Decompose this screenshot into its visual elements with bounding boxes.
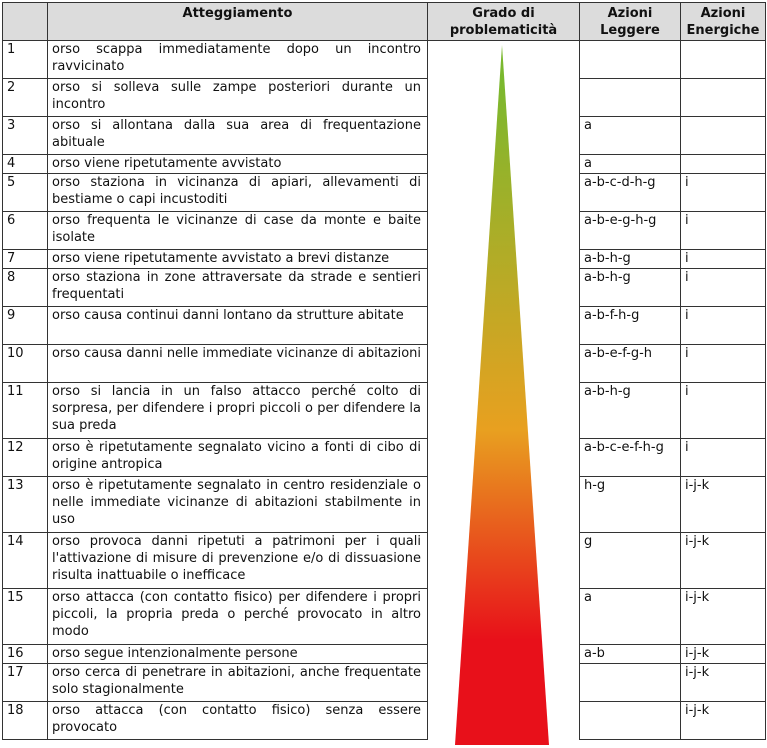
attitude-text: orso si solleva sulle zampe posteriori durante un incontro — [48, 79, 428, 117]
attitude-text: orso è ripetutamente segnalato vicino a fonti di cibo di origine antropica — [48, 439, 428, 477]
energetic-actions — [681, 41, 766, 79]
grade-cell — [428, 79, 580, 117]
light-actions: a-b — [580, 645, 681, 664]
table-row — [3, 664, 766, 702]
table-row — [3, 269, 766, 307]
energetic-actions: i — [681, 307, 766, 345]
table-header-row — [3, 3, 766, 41]
table-row — [3, 174, 766, 212]
table-row — [3, 117, 766, 155]
attitude-text: orso attacca (con contatto fisico) per difendere i propri piccoli, la propria preda o perché provocato in altro modo — [48, 589, 428, 645]
light-actions: g — [580, 533, 681, 589]
energetic-actions: i — [681, 383, 766, 439]
row-number: 8 — [3, 269, 48, 307]
table-row — [3, 41, 766, 79]
light-actions: a-b-h-g — [580, 383, 681, 439]
grade-cell — [428, 589, 580, 645]
attitude-text: orso si lancia in un falso attacco perché colto di sorpresa, per difendere i propri piccoli o per difendere la sua preda — [48, 383, 428, 439]
attitude-text: orso causa continui danni lontano da strutture abitate — [48, 307, 428, 345]
energetic-actions — [681, 155, 766, 174]
light-actions: a-b-c-e-f-h-g — [580, 439, 681, 477]
attitude-text: orso segue intenzionalmente persone — [48, 645, 428, 664]
grade-cell — [428, 477, 580, 533]
light-actions: a — [580, 155, 681, 174]
energetic-actions — [681, 117, 766, 155]
grade-cell — [428, 533, 580, 589]
light-actions — [580, 79, 681, 117]
light-actions: a-b-h-g — [580, 250, 681, 269]
row-number: 18 — [3, 702, 48, 740]
table-row — [3, 250, 766, 269]
light-actions: a-b-h-g — [580, 269, 681, 307]
row-number: 1 — [3, 41, 48, 79]
row-number: 16 — [3, 645, 48, 664]
table-row — [3, 589, 766, 645]
row-number: 6 — [3, 212, 48, 250]
table-row — [3, 477, 766, 533]
row-number: 7 — [3, 250, 48, 269]
attitude-text: orso staziona in zone attraversate da strade e sentieri frequentati — [48, 269, 428, 307]
row-number: 15 — [3, 589, 48, 645]
row-number: 13 — [3, 477, 48, 533]
header-grade: Grado di problematicità — [428, 3, 580, 41]
table-row — [3, 79, 766, 117]
attitude-text: orso attacca (con contatto fisico) senza essere provocato — [48, 702, 428, 740]
energetic-actions: i-j-k — [681, 645, 766, 664]
light-actions — [580, 41, 681, 79]
energetic-actions: i-j-k — [681, 664, 766, 702]
row-number: 2 — [3, 79, 48, 117]
grade-cell — [428, 155, 580, 174]
energetic-actions: i — [681, 439, 766, 477]
light-actions: a-b-f-h-g — [580, 307, 681, 345]
attitude-text: orso viene ripetutamente avvistato — [48, 155, 428, 174]
energetic-actions: i-j-k — [681, 702, 766, 740]
energetic-actions: i — [681, 212, 766, 250]
light-actions: a-b-c-d-h-g — [580, 174, 681, 212]
energetic-actions: i-j-k — [681, 589, 766, 645]
attitude-text: orso causa danni nelle immediate vicinanze di abitazioni — [48, 345, 428, 383]
grade-cell — [428, 250, 580, 269]
grade-cell — [428, 345, 580, 383]
grade-cell — [428, 307, 580, 345]
energetic-actions: i-j-k — [681, 477, 766, 533]
attitude-text: orso frequenta le vicinanze di case da monte e baite isolate — [48, 212, 428, 250]
grade-cell — [428, 664, 580, 702]
grade-cell — [428, 269, 580, 307]
energetic-actions: i — [681, 345, 766, 383]
grade-cell — [428, 174, 580, 212]
row-number: 11 — [3, 383, 48, 439]
energetic-actions — [681, 79, 766, 117]
energetic-actions: i — [681, 174, 766, 212]
light-actions: a-b-e-f-g-h — [580, 345, 681, 383]
table-row — [3, 702, 766, 740]
table-row — [3, 212, 766, 250]
row-number: 3 — [3, 117, 48, 155]
row-number: 4 — [3, 155, 48, 174]
energetic-actions: i — [681, 250, 766, 269]
grade-cell — [428, 41, 580, 79]
table-row — [3, 383, 766, 439]
table-row — [3, 439, 766, 477]
table-row — [3, 307, 766, 345]
header-energetic-actions: Azioni Energiche — [681, 3, 766, 41]
attitude-text: orso provoca danni ripetuti a patrimoni per i quali l'attivazione di misure di prevenzione e/o di dissuasione risulta inattuabile o inefficace — [48, 533, 428, 589]
grade-cell — [428, 439, 580, 477]
header-light-actions: Azioni Leggere — [580, 3, 681, 41]
attitude-text: orso cerca di penetrare in abitazioni, anche frequentate solo stagionalmente — [48, 664, 428, 702]
attitude-text: orso viene ripetutamente avvistato a brevi distanze — [48, 250, 428, 269]
light-actions — [580, 702, 681, 740]
light-actions: a — [580, 589, 681, 645]
header-number — [3, 3, 48, 41]
row-number: 10 — [3, 345, 48, 383]
row-number: 17 — [3, 664, 48, 702]
attitude-table — [2, 2, 766, 740]
row-number: 12 — [3, 439, 48, 477]
row-number: 5 — [3, 174, 48, 212]
light-actions — [580, 664, 681, 702]
table-row — [3, 645, 766, 664]
table-row — [3, 533, 766, 589]
light-actions: a-b-e-g-h-g — [580, 212, 681, 250]
energetic-actions: i — [681, 269, 766, 307]
table-row — [3, 345, 766, 383]
attitude-text: orso scappa immediatamente dopo un incontro ravvicinato — [48, 41, 428, 79]
table-row — [3, 155, 766, 174]
row-number: 9 — [3, 307, 48, 345]
grade-cell — [428, 645, 580, 664]
attitude-text: orso è ripetutamente segnalato in centro residenziale o nelle immediate vicinanze di abitazioni stabilmente in uso — [48, 477, 428, 533]
grade-cell — [428, 212, 580, 250]
energetic-actions: i-j-k — [681, 533, 766, 589]
header-attitude: Atteggiamento — [48, 3, 428, 41]
attitude-text: orso staziona in vicinanza di apiari, allevamenti di bestiame o capi incustoditi — [48, 174, 428, 212]
row-number: 14 — [3, 533, 48, 589]
grade-cell — [428, 383, 580, 439]
light-actions: h-g — [580, 477, 681, 533]
light-actions: a — [580, 117, 681, 155]
attitude-text: orso si allontana dalla sua area di frequentazione abituale — [48, 117, 428, 155]
grade-cell — [428, 117, 580, 155]
grade-cell — [428, 702, 580, 740]
